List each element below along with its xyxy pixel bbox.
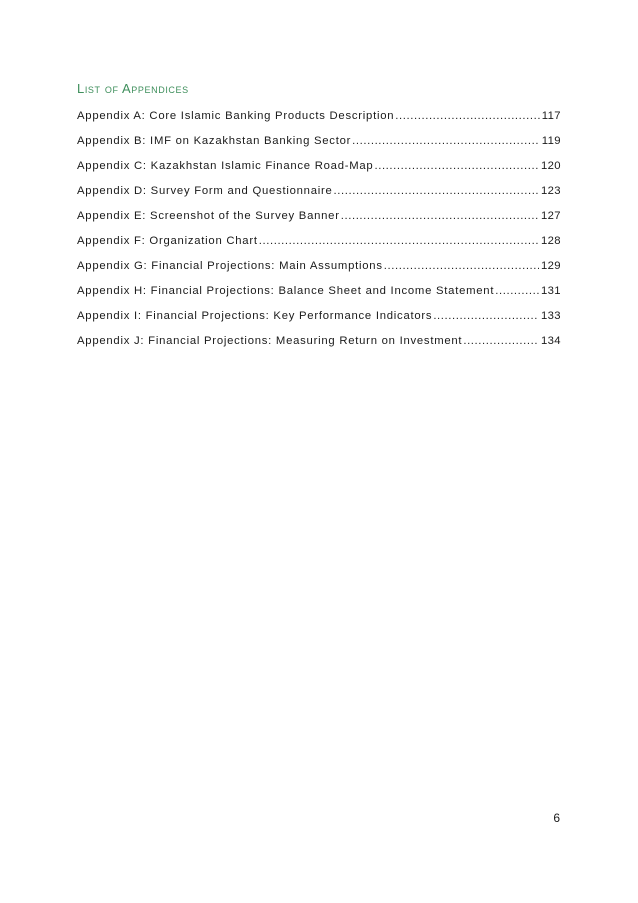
toc-entry-page: 128 bbox=[540, 235, 561, 247]
toc-entry-title: Appendix A: Core Islamic Banking Products Description bbox=[77, 110, 395, 122]
dot-leader bbox=[433, 310, 539, 322]
toc-entry-title: Appendix B: IMF on Kazakhstan Banking Sector bbox=[77, 135, 352, 147]
toc-entry-appendix-f[interactable] bbox=[77, 235, 561, 260]
dot-leader bbox=[384, 260, 539, 272]
toc-entry-page: 127 bbox=[540, 210, 561, 222]
toc-entry-title: Appendix F: Organization Chart bbox=[77, 235, 258, 247]
toc-entry-appendix-c[interactable] bbox=[77, 160, 561, 185]
toc-entry-page: 120 bbox=[540, 160, 561, 172]
dot-leader bbox=[395, 110, 539, 122]
toc-entry-page: 133 bbox=[540, 310, 561, 322]
toc-entry-title: Appendix G: Financial Projections: Main Assumptions bbox=[77, 260, 383, 272]
dot-leader bbox=[341, 210, 539, 222]
toc-entry-title: Appendix C: Kazakhstan Islamic Finance Road-Map bbox=[77, 160, 374, 172]
dot-leader bbox=[334, 185, 539, 197]
dot-leader bbox=[495, 285, 539, 297]
toc-entry-appendix-i[interactable] bbox=[77, 310, 561, 335]
dot-leader bbox=[463, 335, 539, 347]
appendix-list bbox=[77, 110, 561, 360]
list-of-appendices-heading: List of Appendices bbox=[77, 81, 189, 96]
toc-entry-appendix-g[interactable] bbox=[77, 260, 561, 285]
toc-entry-page: 129 bbox=[540, 260, 561, 272]
toc-entry-title: Appendix H: Financial Projections: Balance Sheet and Income Statement bbox=[77, 285, 495, 297]
dot-leader bbox=[374, 160, 538, 172]
toc-entry-page: 119 bbox=[541, 135, 561, 147]
toc-entry-appendix-e[interactable] bbox=[77, 210, 561, 235]
toc-entry-appendix-a[interactable] bbox=[77, 110, 561, 135]
toc-entry-title: Appendix E: Screenshot of the Survey Banner bbox=[77, 210, 340, 222]
page-number: 6 bbox=[553, 811, 560, 825]
toc-entry-appendix-b[interactable] bbox=[77, 135, 561, 160]
toc-entry-page: 131 bbox=[540, 285, 561, 297]
toc-entry-title: Appendix D: Survey Form and Questionnaire bbox=[77, 185, 333, 197]
toc-entry-appendix-j[interactable] bbox=[77, 335, 561, 360]
toc-entry-appendix-d[interactable] bbox=[77, 185, 561, 210]
toc-entry-page: 123 bbox=[540, 185, 561, 197]
toc-entry-appendix-h[interactable] bbox=[77, 285, 561, 310]
dot-leader bbox=[352, 135, 540, 147]
toc-entry-page: 117 bbox=[541, 110, 561, 122]
toc-entry-title: Appendix I: Financial Projections: Key Performance Indicators bbox=[77, 310, 433, 322]
toc-entry-page: 134 bbox=[540, 335, 561, 347]
toc-entry-title: Appendix J: Financial Projections: Measuring Return on Investment bbox=[77, 335, 463, 347]
dot-leader bbox=[259, 235, 539, 247]
